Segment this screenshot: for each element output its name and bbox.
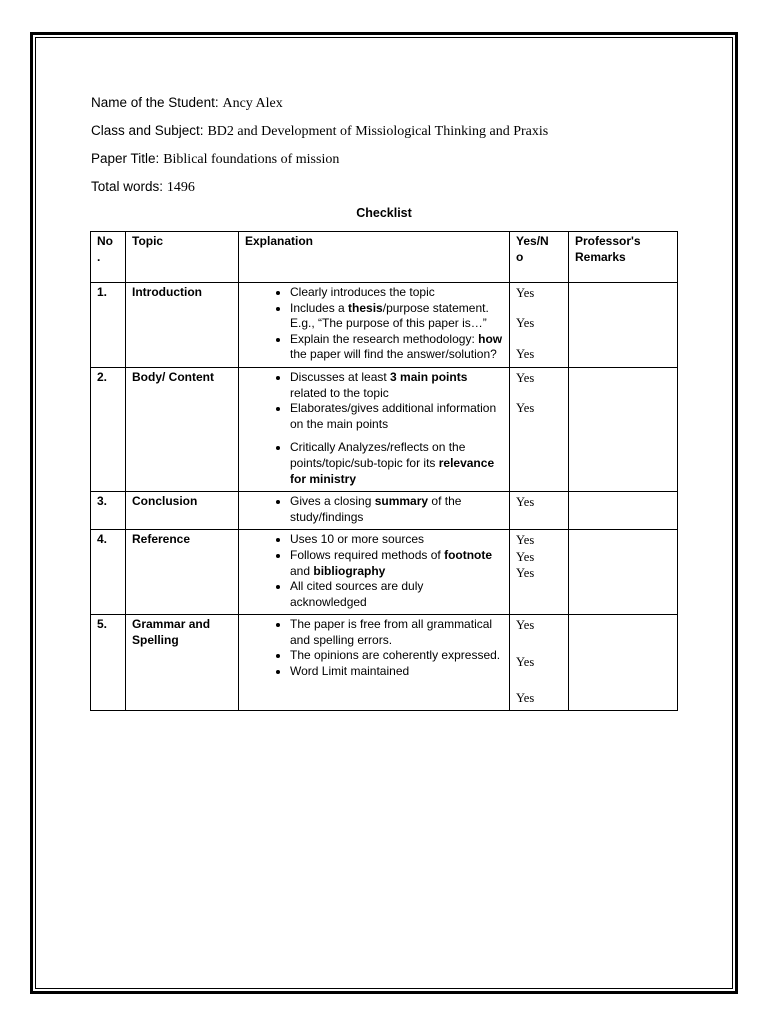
row-number: 5. — [91, 615, 126, 711]
column-header-yes-no: Yes/N o — [510, 232, 569, 283]
table-row — [91, 615, 678, 711]
table-row — [91, 283, 678, 368]
answer-value: Yes — [516, 549, 535, 564]
answer-value: Yes — [516, 286, 535, 300]
row-number: 1. — [91, 283, 126, 368]
column-header-no: No . — [91, 232, 126, 283]
row-answers — [510, 530, 569, 615]
table-row — [91, 367, 678, 491]
row-remarks — [569, 367, 678, 491]
student-name-label: Name of the Student: — [91, 95, 219, 110]
explanation-list — [245, 617, 503, 679]
class-subject-label: Class and Subject: — [91, 123, 204, 138]
answer-value: Yes — [516, 654, 535, 669]
explanation-item: • Gives a closing summary of the study/findings — [290, 494, 503, 525]
explanation-item: • Includes a thesis/purpose statement. E.g., “The purpose of this paper is…” — [290, 301, 503, 332]
answer-value: Yes — [516, 495, 535, 510]
explanation-list — [245, 532, 503, 610]
row-topic: Body/ Content — [126, 367, 239, 491]
explanation-item: • Uses 10 or more sources — [290, 532, 503, 548]
checklist-table — [90, 231, 678, 711]
row-number: 3. — [91, 492, 126, 530]
total-words-line — [91, 178, 195, 196]
class-subject-line — [91, 122, 548, 140]
row-topic: Reference — [126, 530, 239, 615]
answer-value: Yes — [516, 316, 535, 331]
paper-title-line — [91, 150, 339, 168]
table-header-row — [91, 232, 678, 283]
row-topic: Introduction — [126, 283, 239, 368]
explanation-item: • All cited sources are duly acknowledged — [290, 579, 503, 610]
column-header-explanation: Explanation — [239, 232, 510, 283]
answer-value: Yes — [516, 533, 535, 548]
answer-value: Yes — [516, 370, 535, 385]
row-explanation — [239, 367, 510, 491]
answer-value: Yes — [516, 690, 535, 705]
row-explanation — [239, 530, 510, 615]
total-words-value: 1496 — [166, 180, 195, 195]
explanation-item: • Word Limit maintained — [290, 664, 503, 680]
row-topic: Conclusion — [126, 492, 239, 530]
answer-value: Yes — [516, 565, 535, 580]
row-explanation — [239, 283, 510, 368]
row-remarks — [569, 492, 678, 530]
explanation-list — [245, 494, 503, 525]
row-remarks — [569, 530, 678, 615]
student-name-value: Ancy Alex — [222, 96, 283, 111]
explanation-item: • Explain the research methodology: how the paper will find the answer/solution? — [290, 332, 503, 363]
explanation-item: • Follows required methods of footnote and bibliography — [290, 548, 503, 579]
checklist-title: Checklist — [356, 206, 412, 220]
student-name-line — [91, 94, 283, 112]
explanation-item: • Elaborates/gives additional information on the main points — [290, 401, 503, 432]
row-answers — [510, 492, 569, 530]
explanation-list — [245, 370, 503, 487]
explanation-list — [245, 285, 503, 363]
row-topic: Grammar and Spelling — [126, 615, 239, 711]
row-remarks — [569, 283, 678, 368]
class-subject-value: BD2 and Development of Missiological Thinking and Praxis — [207, 124, 549, 139]
answer-value: Yes — [516, 401, 535, 416]
row-number: 2. — [91, 367, 126, 491]
row-answers — [510, 283, 569, 368]
row-answers — [510, 367, 569, 491]
table-row — [91, 492, 678, 530]
column-header-remarks: Professor's Remarks — [569, 232, 678, 283]
row-number: 4. — [91, 530, 126, 615]
explanation-item: • Discusses at least 3 main points related to the topic — [290, 370, 503, 401]
row-answers — [510, 615, 569, 711]
explanation-item: • Clearly introduces the topic — [290, 285, 503, 301]
paper-title-label: Paper Title: — [91, 151, 160, 166]
answer-value: Yes — [516, 346, 535, 361]
row-explanation — [239, 615, 510, 711]
paper-title-value: Biblical foundations of mission — [163, 152, 340, 167]
explanation-item: • Critically Analyzes/reflects on the points/topic/sub-topic for its relevance for ministry — [290, 440, 503, 487]
row-remarks — [569, 615, 678, 711]
answer-value: Yes — [516, 618, 535, 633]
column-header-topic: Topic — [126, 232, 239, 283]
explanation-item: • The paper is free from all grammatical and spelling errors. — [290, 617, 503, 648]
explanation-item: • The opinions are coherently expressed. — [290, 648, 503, 664]
table-row — [91, 530, 678, 615]
total-words-label: Total words: — [91, 179, 164, 194]
row-explanation — [239, 492, 510, 530]
